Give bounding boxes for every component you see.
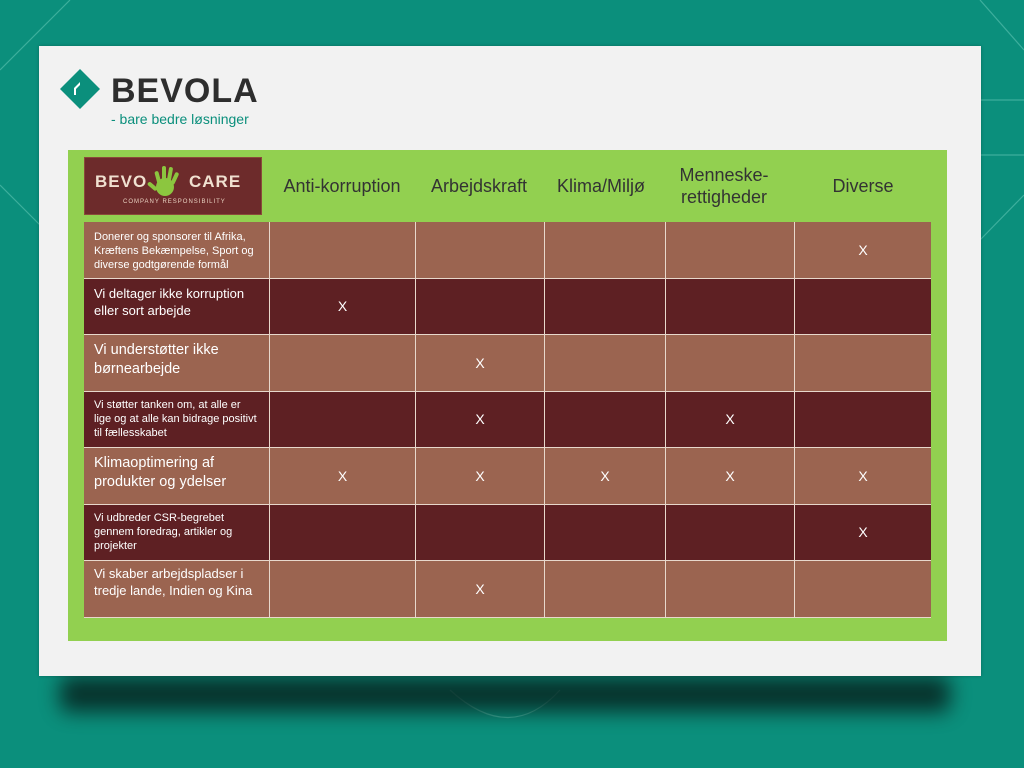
bevocare-left-word: BEVO	[95, 172, 148, 191]
table-row	[84, 222, 931, 279]
mark-cell	[666, 335, 795, 392]
brand-tagline: - bare bedre løsninger	[111, 111, 249, 127]
mark-cell	[795, 561, 931, 618]
mark-cell	[270, 335, 416, 392]
mark-cell	[666, 561, 795, 618]
mark-cell: X	[545, 448, 666, 505]
column-header-anti-korruption: Anti-korruption	[283, 176, 401, 196]
bevocare-subtitle: COMPANY RESPONSIBILITY	[123, 199, 226, 205]
mark-cell	[545, 222, 666, 279]
table-row	[84, 561, 931, 618]
table-row	[84, 279, 931, 336]
mark-cell	[270, 505, 416, 562]
row-label: Vi deltager ikke korruption eller sort arbejde	[84, 279, 270, 336]
mark-cell	[416, 505, 545, 562]
row-label: Vi understøtter ikke børnearbejde	[84, 335, 270, 392]
table-row	[84, 448, 931, 505]
mark-cell: X	[270, 279, 416, 336]
bevola-logo-icon	[59, 68, 101, 110]
row-label: Donerer og sponsorer til Afrika, Kræftens Bekæmpelse, Sport og diverse godtgørende formål	[84, 222, 270, 279]
mark-cell	[666, 279, 795, 336]
row-label: Vi støtter tanken om, at alle er lige og at alle kan bidrage positivt til fællesskabet	[84, 392, 270, 449]
mark-cell: X	[795, 505, 931, 562]
slide	[39, 46, 981, 676]
column-header-arbejdskraft: Arbejdskraft	[430, 176, 528, 196]
brand-name: BEVOLA	[111, 72, 259, 110]
mark-cell: X	[416, 448, 545, 505]
table-row	[84, 392, 931, 449]
mark-cell	[795, 392, 931, 449]
mark-cell: X	[416, 335, 545, 392]
mark-cell	[666, 222, 795, 279]
row-label: Vi udbreder CSR-begrebet gennem foredrag, artikler og projekter	[84, 505, 270, 562]
mark-cell	[416, 279, 545, 336]
bevocare-right-word: CARE	[189, 172, 242, 191]
mark-cell	[270, 222, 416, 279]
mark-cell: X	[795, 222, 931, 279]
column-header-menneskerettigheder: Menneske- rettigheder	[679, 165, 769, 207]
table-row	[84, 505, 931, 562]
mark-cell	[270, 561, 416, 618]
mark-cell	[666, 505, 795, 562]
mark-cell: X	[666, 448, 795, 505]
mark-cell	[545, 335, 666, 392]
mark-cell	[795, 335, 931, 392]
row-label: Klimaoptimering af produkter og ydelser	[84, 448, 270, 505]
mark-cell	[545, 279, 666, 336]
mark-cell: X	[795, 448, 931, 505]
column-header-diverse: Diverse	[832, 176, 894, 196]
mark-cell: X	[270, 448, 416, 505]
table-row	[84, 335, 931, 392]
mark-cell: X	[666, 392, 795, 449]
slide-shadow	[60, 676, 950, 712]
mark-cell	[795, 279, 931, 336]
column-header-klima-miljo: Klima/Miljø	[557, 176, 645, 196]
mark-cell: X	[416, 561, 545, 618]
csr-table	[84, 222, 931, 618]
mark-cell	[416, 222, 545, 279]
mark-cell: X	[416, 392, 545, 449]
mark-cell	[545, 392, 666, 449]
csr-table-panel	[68, 150, 947, 641]
mark-cell	[545, 505, 666, 562]
hand-icon	[147, 163, 185, 199]
row-label: Vi skaber arbejdspladser i tredje lande, Indien og Kina	[84, 561, 270, 618]
mark-cell	[270, 392, 416, 449]
mark-cell	[545, 561, 666, 618]
bevocare-logo	[84, 157, 262, 215]
